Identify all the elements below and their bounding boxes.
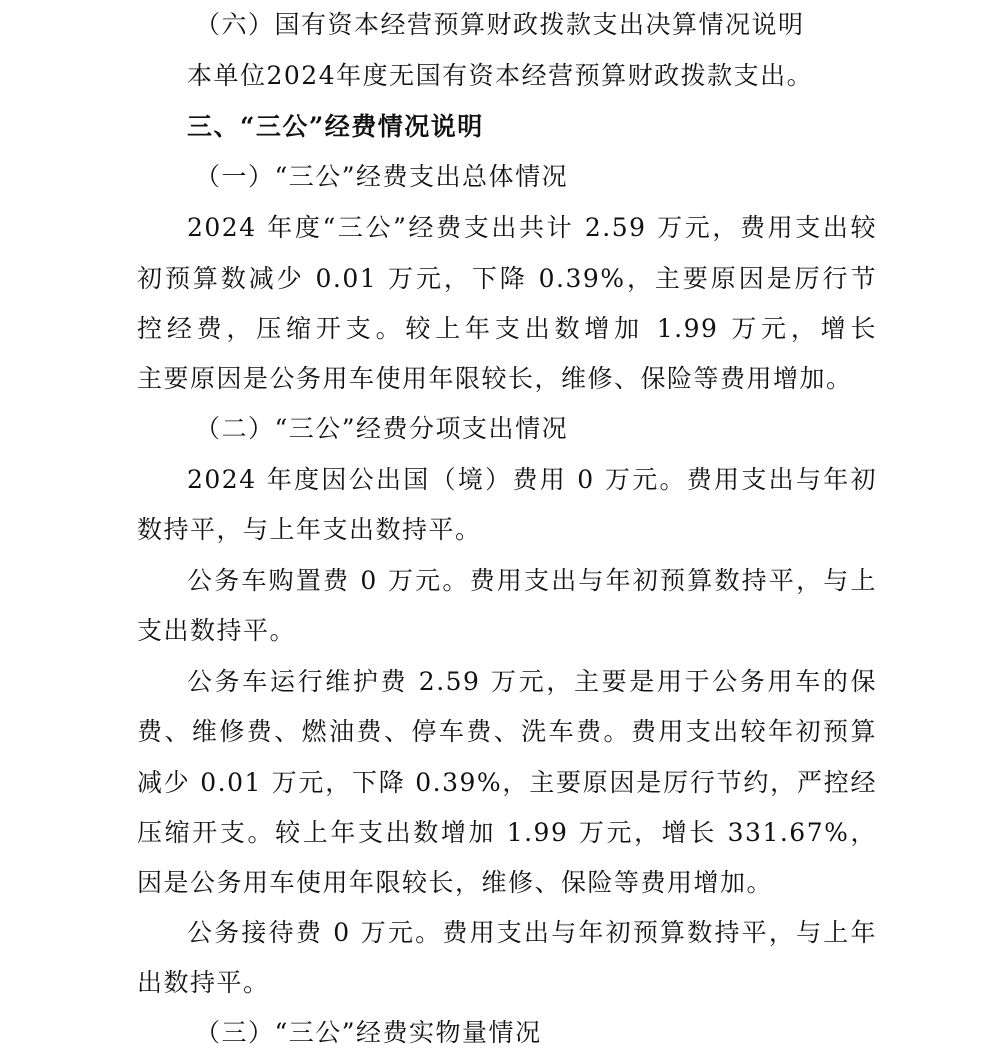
paragraph-line: 减少 0.01 万元，下降 0.39%，主要原因是厉行节约，严控经 <box>137 768 877 797</box>
paragraph-line: 数持平，与上年支出数持平。 <box>137 515 482 544</box>
subsection-heading-two: （二）“三公”经费分项支出情况 <box>195 414 569 443</box>
paragraph-line: 费、维修费、燃油费、停车费、洗车费。费用支出较年初预算 <box>137 717 877 746</box>
section-heading-six: （六）国有资本经营预算财政拨款支出决算情况说明 <box>195 10 805 39</box>
paragraph-line: 支出数持平。 <box>137 616 297 645</box>
paragraph-line: 出数持平。 <box>137 968 270 997</box>
subsection-heading-three: （三）“三公”经费实物量情况 <box>195 1018 542 1047</box>
paragraph-line: 因是公务用车使用年限较长，维修、保险等费用增加。 <box>137 868 774 897</box>
paragraph-line: 控经费，压缩开支。较上年支出数增加 1.99 万元，增长 <box>137 314 877 343</box>
paragraph-line: 本单位2024年度无国有资本经营预算财政拨款支出。 <box>187 61 814 90</box>
paragraph-line: 公务车运行维护费 2.59 万元，主要是用于公务用车的保 <box>187 667 877 696</box>
paragraph-line: 压缩开支。较上年支出数增加 1.99 万元，增长 331.67%， <box>137 818 877 847</box>
subsection-heading-one: （一）“三公”经费支出总体情况 <box>195 162 569 191</box>
paragraph-line: 公务车购置费 0 万元。费用支出与年初预算数持平，与上 <box>187 566 877 595</box>
paragraph-line: 2024 年度因公出国（境）费用 0 万元。费用支出与年初 <box>187 465 877 494</box>
paragraph-line: 初预算数减少 0.01 万元，下降 0.39%，主要原因是厉行节 <box>137 264 877 293</box>
paragraph-line: 2024 年度“三公”经费支出共计 2.59 万元，费用支出较 <box>187 213 877 242</box>
paragraph-line: 主要原因是公务用车使用年限较长，维修、保险等费用增加。 <box>137 364 853 393</box>
section-heading-three: 三、“三公”经费情况说明 <box>187 112 484 141</box>
paragraph-line: 公务接待费 0 万元。费用支出与年初预算数持平，与上年 <box>187 918 877 947</box>
